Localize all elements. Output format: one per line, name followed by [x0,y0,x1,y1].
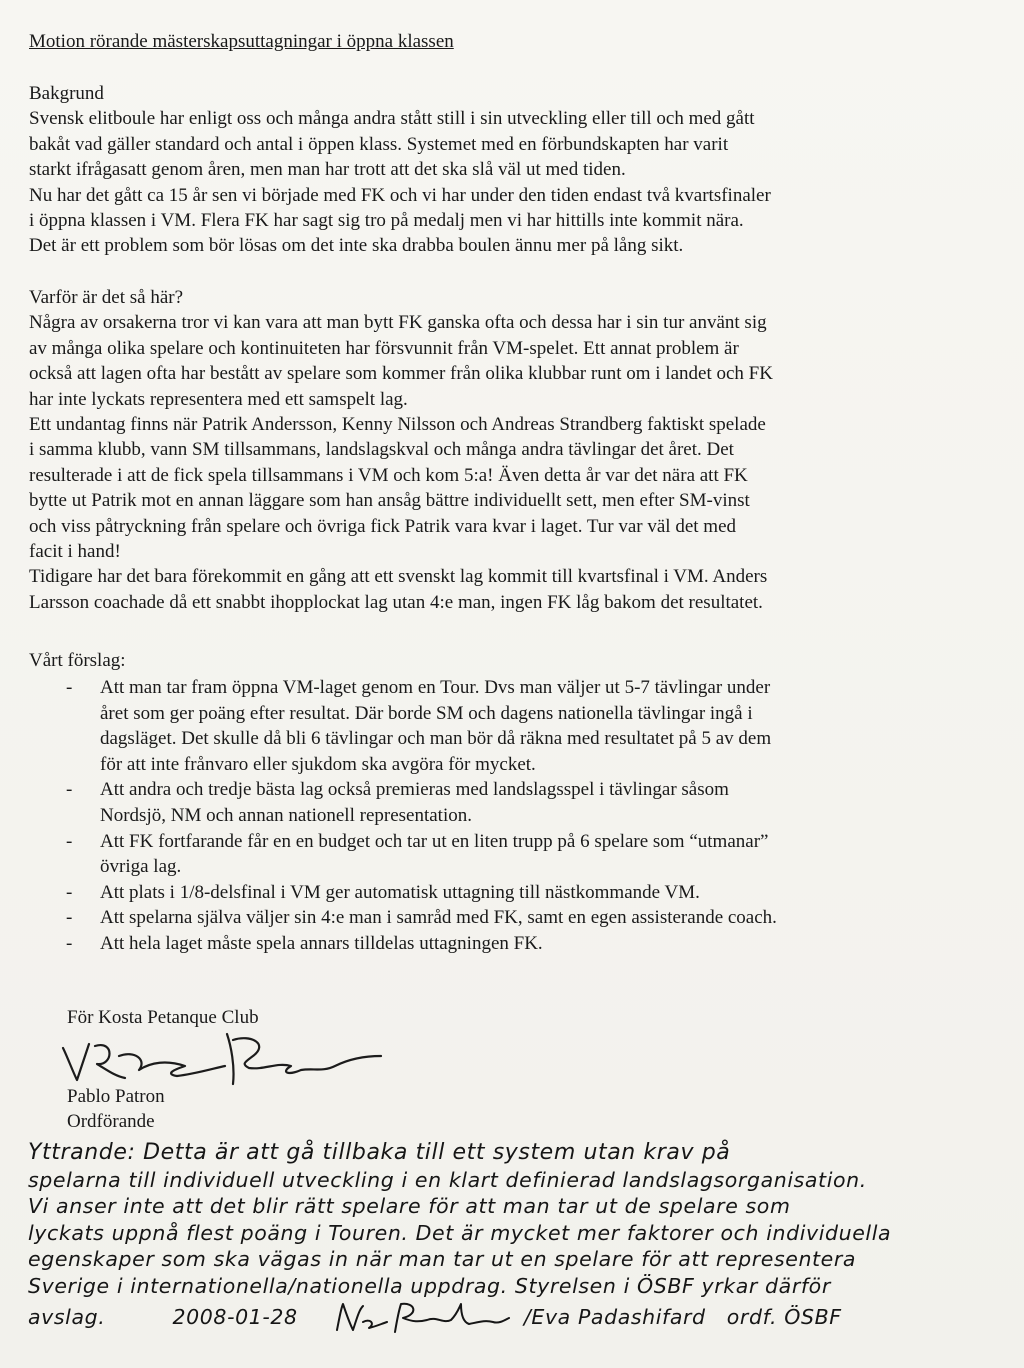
paragraph-line: bakåt vad gäller standard och antal i öppen klass. Systemet med en förbundskapten har varit [29,133,729,155]
paragraph-line: har inte lyckats representera med ett samspelt lag. [29,388,408,410]
background-section [29,81,1019,259]
paragraph-line: i samma klubb, vann SM tillsammans, landslagskval och många andra tävlingar det året. Det [29,439,734,461]
list-item-line: Att andra och tredje bästa lag också premieras med landslagsspel i tävlingar såsom [100,779,729,801]
list-item [29,880,1009,906]
list-item [29,829,1009,880]
handwritten-line: Yttrande: Detta är att gå tillbaka till ett system utan krav på [28,1140,731,1165]
paragraph-line: Nu har det gått ca 15 år sen vi började med FK och vi har under den tiden endast två kvartsfinaler [29,184,771,206]
list-bullet: - [66,881,73,903]
section-heading-background: Bakgrund [29,83,104,104]
list-item [29,777,1009,828]
list-item [29,675,1009,777]
paragraph-line: Svensk elitboule har enligt oss och många andra stått still i sin utveckling eller till och med gått [29,108,755,130]
handwritten-line: Sverige i internationella/nationella uppdrag. Styrelsen i ÖSBF yrkar därför [28,1273,831,1298]
list-bullet: - [66,932,73,954]
handwritten-signer: /Eva Padashifard [523,1304,706,1329]
list-item [29,931,1009,957]
why-section [29,285,1019,615]
handwritten-line: spelarna till individuell utveckling i en klart definierad landslagsorganisation. [28,1167,867,1192]
list-bullet: - [66,779,73,801]
list-item-line: övriga lag. [100,856,182,878]
paragraph-line: facit i hand! [29,541,121,563]
signatory-name: Pablo Patron [67,1086,165,1107]
handwritten-signature-image [55,1026,385,1088]
paragraph-line: också att lagen ofta har bestått av spelare som kommer från olika klubbar runt om i landet och FK [29,363,773,385]
handwritten-response [28,1140,1018,1336]
paragraph-line: Några av orsakerna tror vi kan vara att man bytt FK ganska ofta och dessa har i sin tur använt sig [29,312,767,334]
paragraph-line: resulterade i att de fick spela tillsammans i VM och kom 5:a! Även detta år var det nära att FK [29,464,748,486]
paragraph-line: av många olika spelare och kontinuiteten har försvunnit från VM-spelet. Ett annat problem är [29,337,739,359]
handwritten-line: Vi anser inte att det blir rätt spelare för att man tar ut de spelare som [28,1194,791,1219]
document-title: Motion rörande mästerskapsuttagningar i öppna klassen [29,31,454,52]
paragraph-line: bytte ut Patrik mot en annan läggare som han ansåg bättre individuellt sett, men efter SM-vinst [29,490,750,512]
paragraph-line: Larsson coachade då ett snabbt ihopplockat lag utan 4:e man, ingen FK låg bakom det resultatet. [29,591,763,613]
list-item-line: året som ger poäng efter resultat. Där borde SM och dagens nationella tävlingar ingå i [100,702,753,724]
list-item-line: Att spelarna själva väljer sin 4:e man i samråd med FK, samt en egen assisterande coach. [100,907,777,929]
list-item [29,905,1009,931]
proposal-list [29,675,1009,957]
list-bullet: - [66,677,73,698]
signatory [67,1084,165,1134]
list-item-line: Att man tar fram öppna VM-laget genom en Tour. Dvs man väljer ut 5-7 tävlingar under [100,677,771,698]
list-bullet: - [66,830,73,852]
handwritten-signature-image [333,1300,513,1336]
list-item-line: dagsläget. Det skulle då bli 6 tävlingar och man bör då räkna med resultatet på 5 av dem [100,728,772,750]
paragraph-line: Det är ett problem som bör lösas om det inte ska drabba boulen ännu mer på lång sikt. [29,235,684,257]
handwritten-closing-row [28,1300,1018,1336]
handwritten-date: 2008-01-28 [172,1304,298,1329]
list-item-line: Att hela laget måste spela annars tilldelas uttagningen FK. [100,932,543,954]
list-bullet: - [66,907,73,929]
section-heading-why: Varför är det så här? [29,287,184,308]
handwritten-line: egenskaper som ska vägas in när man tar ut en spelare för att representera [28,1247,857,1272]
handwritten-signer-title: ordf. ÖSBF [726,1304,842,1329]
paragraph-line: Ett undantag finns när Patrik Andersson, Kenny Nilsson och Andreas Strandberg faktiskt spelade [29,414,766,436]
signatory-role: Ordförande [67,1111,155,1132]
signature-club-line: För Kosta Petanque Club [67,1007,259,1028]
list-item-line: Att plats i 1/8-delsfinal i VM ger automatisk uttagning till nästkommande VM. [100,881,700,903]
list-item-line: för att inte frånvaro eller sjukdom ska avgöra för mycket. [100,753,536,775]
handwritten-closing: avslag. [28,1304,106,1329]
paragraph-line: starkt ifrågasatt genom åren, men man har trott att det ska slå väl ut med tiden. [29,159,626,181]
section-heading-proposal: Vårt förslag: [29,650,126,671]
paragraph-line: och viss påtryckning från spelare och övriga fick Patrik vara kvar i laget. Tur var väl det med [29,515,737,537]
list-item-line: Nordsjö, NM och annan nationell representation. [100,804,472,826]
handwritten-line: lyckats uppnå flest poäng i Touren. Det är mycket mer faktorer och individuella [28,1220,892,1245]
paragraph-line: Tidigare har det bara förekommit en gång att ett svenskt lag kommit till kvartsfinal i VM. Anders [29,566,768,588]
list-item-line: Att FK fortfarande får en en budget och tar ut en liten trupp på 6 spelare som “utmanar” [100,830,769,852]
proposal-heading [29,648,1019,673]
paragraph-line: i öppna klassen i VM. Flera FK har sagt sig tro på medalj men vi har hittills inte kommit nära. [29,210,744,232]
